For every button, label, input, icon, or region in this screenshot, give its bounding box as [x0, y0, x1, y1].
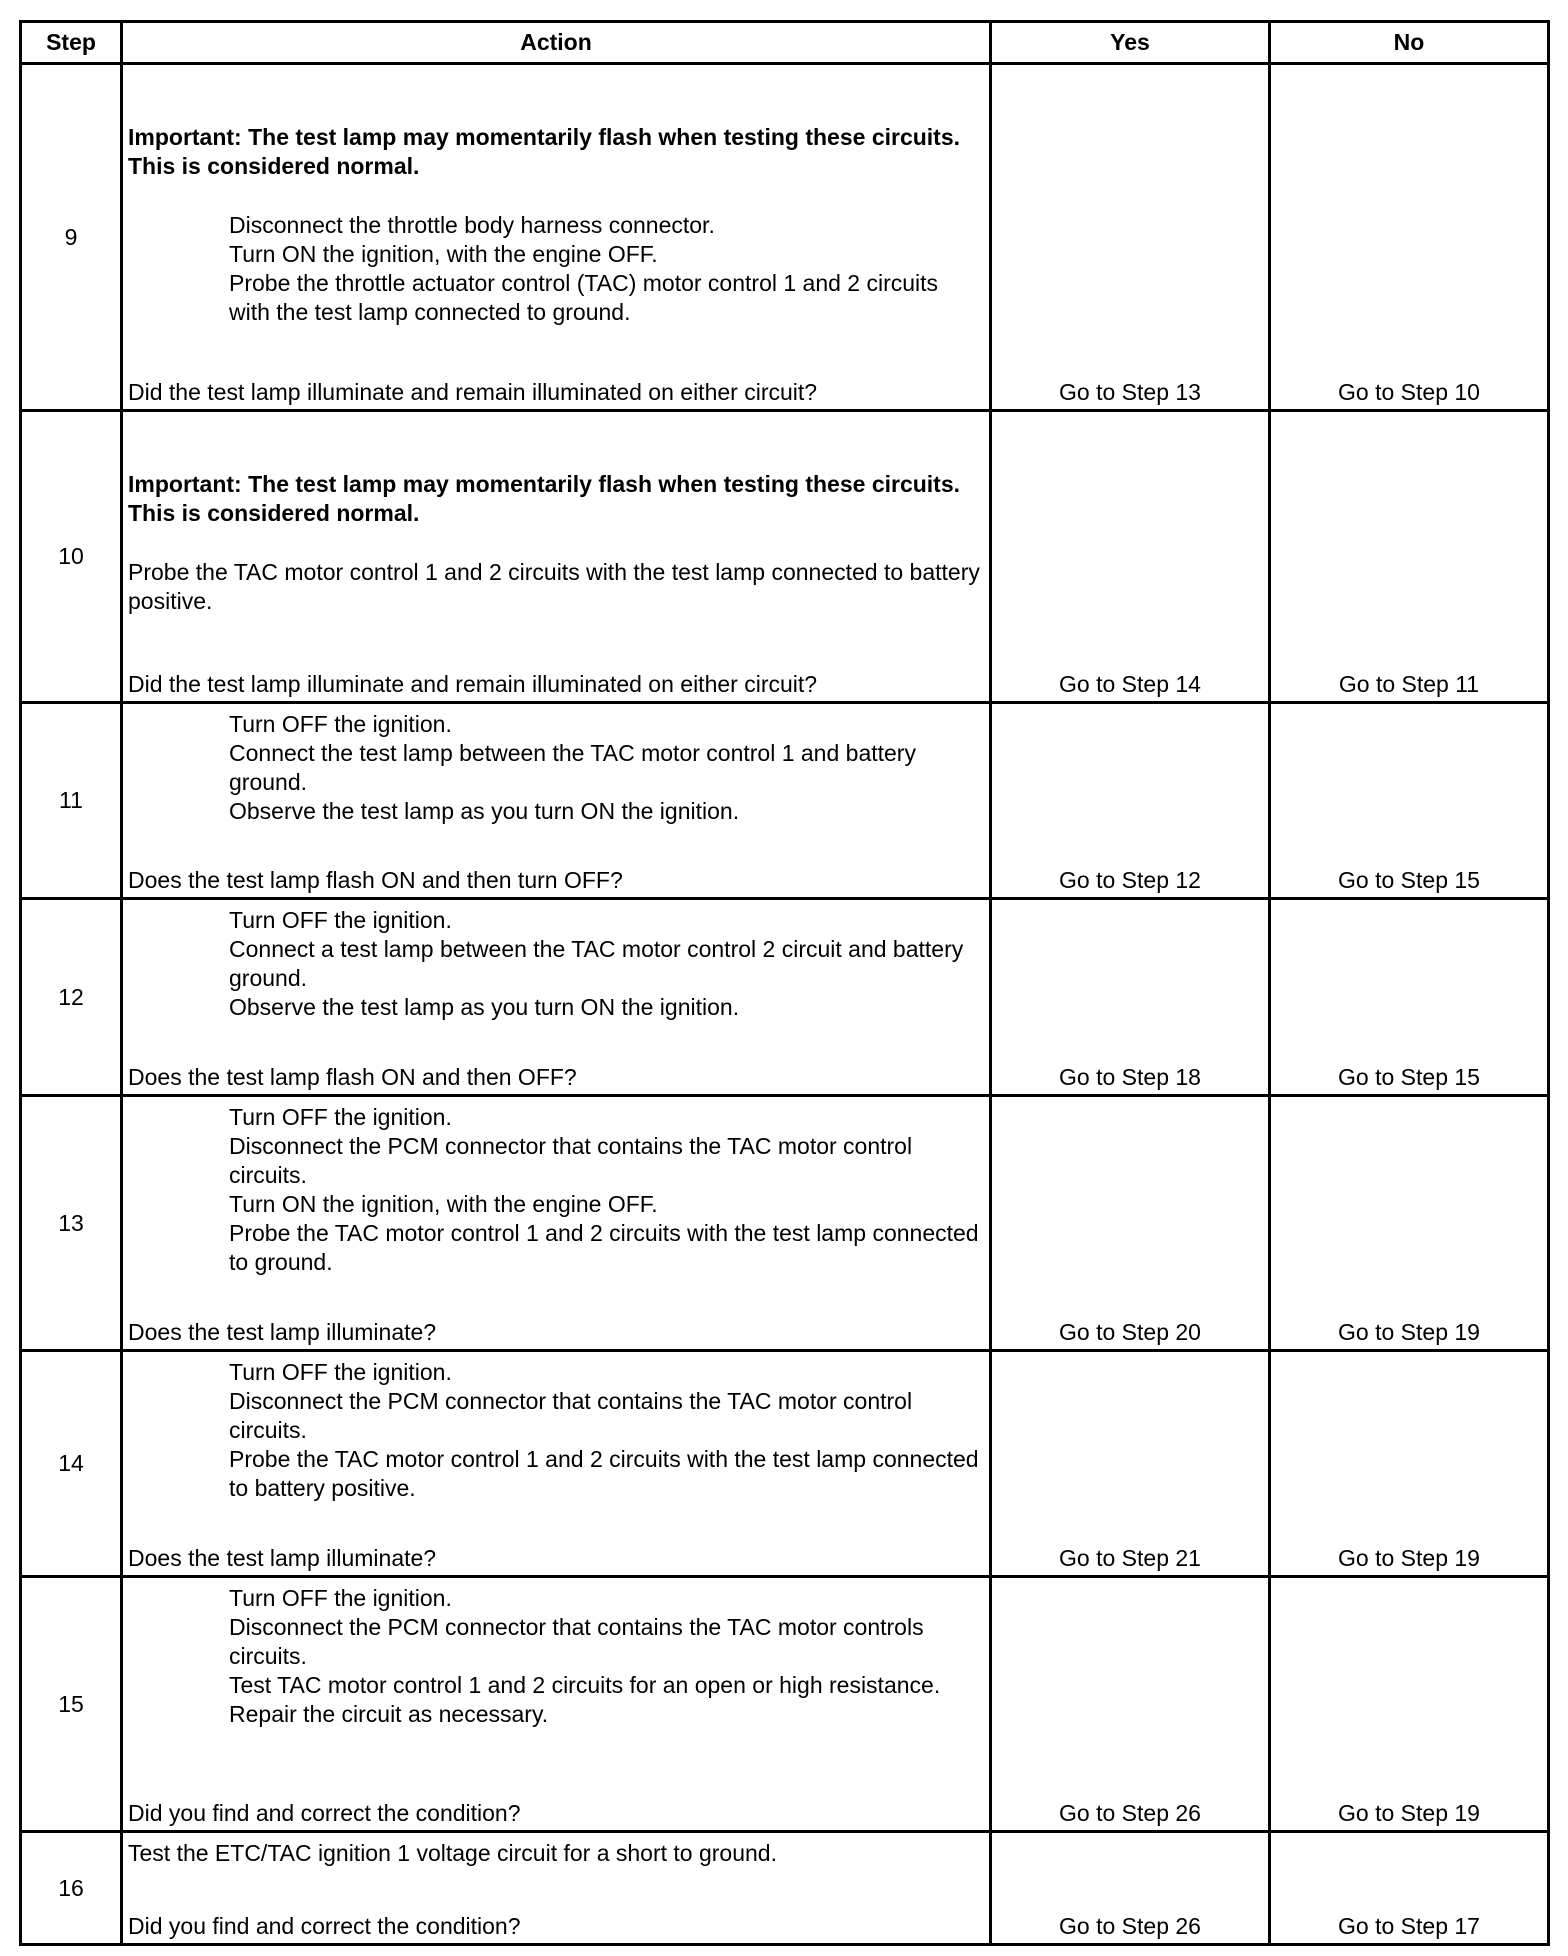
table-row: [21, 411, 1549, 703]
table-row: [21, 1577, 1549, 1832]
action-cell: [122, 703, 991, 899]
instruction-list: [128, 1584, 985, 1729]
step-number: 13: [21, 1096, 122, 1351]
no-result: Go to Step 15: [1270, 899, 1549, 1096]
step-number: 10: [21, 411, 122, 703]
instruction-item: Disconnect the PCM connector that contains the TAC motor controls circuits.: [229, 1614, 924, 1669]
question-text: Does the test lamp illuminate?: [128, 1319, 437, 1345]
diagnostic-table: [19, 20, 1550, 1946]
no-result: Go to Step 17: [1270, 1832, 1549, 1945]
action-content: [128, 704, 985, 897]
yes-result: Go to Step 20: [991, 1096, 1270, 1351]
action-body: [128, 470, 985, 616]
table-body: [21, 64, 1549, 1945]
no-result: Go to Step 15: [1270, 703, 1549, 899]
table-row: [21, 64, 1549, 411]
step-number: 11: [21, 703, 122, 899]
action-cell: [122, 1351, 991, 1577]
instruction-item: Turn ON the ignition, with the engine OFF.: [229, 1191, 658, 1217]
action-cell: [122, 411, 991, 703]
action-cell: [122, 899, 991, 1096]
yes-result: Go to Step 18: [991, 899, 1270, 1096]
table-row: [21, 1351, 1549, 1577]
instruction-item: Probe the throttle actuator control (TAC) motor control 1 and 2 circuits with the test lamp connected to ground.: [229, 270, 939, 325]
step-number: 9: [21, 64, 122, 411]
instruction-item: Test TAC motor control 1 and 2 circuits for an open or high resistance.: [229, 1672, 941, 1698]
instruction-list: [128, 1358, 985, 1503]
instruction-item: Repair the circuit as necessary.: [229, 1701, 549, 1727]
important-note: Important: The test lamp may momentarily flash when testing these circuits. This is considered normal.: [128, 471, 961, 526]
table-row: [21, 703, 1549, 899]
yes-result: Go to Step 13: [991, 64, 1270, 411]
instruction-item: Turn OFF the ignition.: [229, 1359, 452, 1385]
instruction-item: Probe the TAC motor control 1 and 2 circuits with the test lamp connected to battery positive.: [229, 1446, 979, 1501]
action-content: [128, 1833, 985, 1943]
action-cell: [122, 1832, 991, 1945]
instruction-item: Turn OFF the ignition.: [229, 1585, 452, 1611]
no-result: Go to Step 19: [1270, 1577, 1549, 1832]
instruction-item: Disconnect the PCM connector that contains the TAC motor control circuits.: [229, 1388, 913, 1443]
question-text: Does the test lamp illuminate?: [128, 1545, 437, 1571]
no-result: Go to Step 11: [1270, 411, 1549, 703]
table-row: [21, 1096, 1549, 1351]
instruction-item: Connect a test lamp between the TAC motor control 2 circuit and battery ground.: [229, 936, 964, 991]
step-number: 16: [21, 1832, 122, 1945]
action-cell: [122, 1577, 991, 1832]
table-header: [21, 22, 1549, 64]
action-content: [128, 1097, 985, 1349]
yes-result: Go to Step 21: [991, 1351, 1270, 1577]
step-number: 15: [21, 1577, 122, 1832]
action-content: [128, 65, 985, 409]
instruction-item: Disconnect the throttle body harness connector.: [229, 212, 715, 238]
instruction-list: [128, 710, 985, 826]
instruction-list: [128, 211, 985, 327]
instruction-item: Observe the test lamp as you turn ON the ignition.: [229, 798, 740, 824]
action-content: [128, 1578, 985, 1830]
question-text: Did the test lamp illuminate and remain illuminated on either circuit?: [128, 671, 818, 697]
spacer: [128, 528, 985, 558]
action-body: [128, 123, 985, 327]
action-column-header: Action: [122, 22, 991, 64]
no-result: Go to Step 10: [1270, 64, 1549, 411]
question-text: Did the test lamp illuminate and remain illuminated on either circuit?: [128, 379, 818, 405]
no-column-header: No: [1270, 22, 1549, 64]
instruction-list: [128, 906, 985, 1022]
action-text: Probe the TAC motor control 1 and 2 circuits with the test lamp connected to battery positive.: [128, 559, 980, 614]
action-text: Test the ETC/TAC ignition 1 voltage circuit for a short to ground.: [128, 1840, 777, 1866]
action-content: [128, 412, 985, 701]
question-text: Does the test lamp flash ON and then turn OFF?: [128, 867, 623, 893]
instruction-item: Turn OFF the ignition.: [229, 711, 452, 737]
yes-result: Go to Step 26: [991, 1577, 1270, 1832]
action-content: [128, 1352, 985, 1575]
yes-result: Go to Step 26: [991, 1832, 1270, 1945]
instruction-item: Turn OFF the ignition.: [229, 1104, 452, 1130]
no-result: Go to Step 19: [1270, 1096, 1549, 1351]
table-row: [21, 899, 1549, 1096]
yes-result: Go to Step 12: [991, 703, 1270, 899]
instruction-item: Turn OFF the ignition.: [229, 907, 452, 933]
step-number: 12: [21, 899, 122, 1096]
instruction-item: Connect the test lamp between the TAC motor control 1 and battery ground.: [229, 740, 916, 795]
action-cell: [122, 64, 991, 411]
step-number: 14: [21, 1351, 122, 1577]
spacer: [128, 181, 985, 211]
action-content: [128, 900, 985, 1094]
instruction-list: [128, 1103, 985, 1277]
question-text: Did you find and correct the condition?: [128, 1913, 521, 1939]
instruction-item: Turn ON the ignition, with the engine OFF.: [229, 241, 658, 267]
yes-result: Go to Step 14: [991, 411, 1270, 703]
step-column-header: Step: [21, 22, 122, 64]
yes-column-header: Yes: [991, 22, 1270, 64]
no-result: Go to Step 19: [1270, 1351, 1549, 1577]
question-text: Did you find and correct the condition?: [128, 1800, 521, 1826]
question-text: Does the test lamp flash ON and then OFF?: [128, 1064, 577, 1090]
instruction-item: Observe the test lamp as you turn ON the ignition.: [229, 994, 740, 1020]
table-row: [21, 1832, 1549, 1945]
important-note: Important: The test lamp may momentarily flash when testing these circuits. This is considered normal.: [128, 124, 961, 179]
action-cell: [122, 1096, 991, 1351]
instruction-item: Disconnect the PCM connector that contains the TAC motor control circuits.: [229, 1133, 913, 1188]
header-row: [21, 22, 1549, 64]
instruction-item: Probe the TAC motor control 1 and 2 circuits with the test lamp connected to ground.: [229, 1220, 979, 1275]
